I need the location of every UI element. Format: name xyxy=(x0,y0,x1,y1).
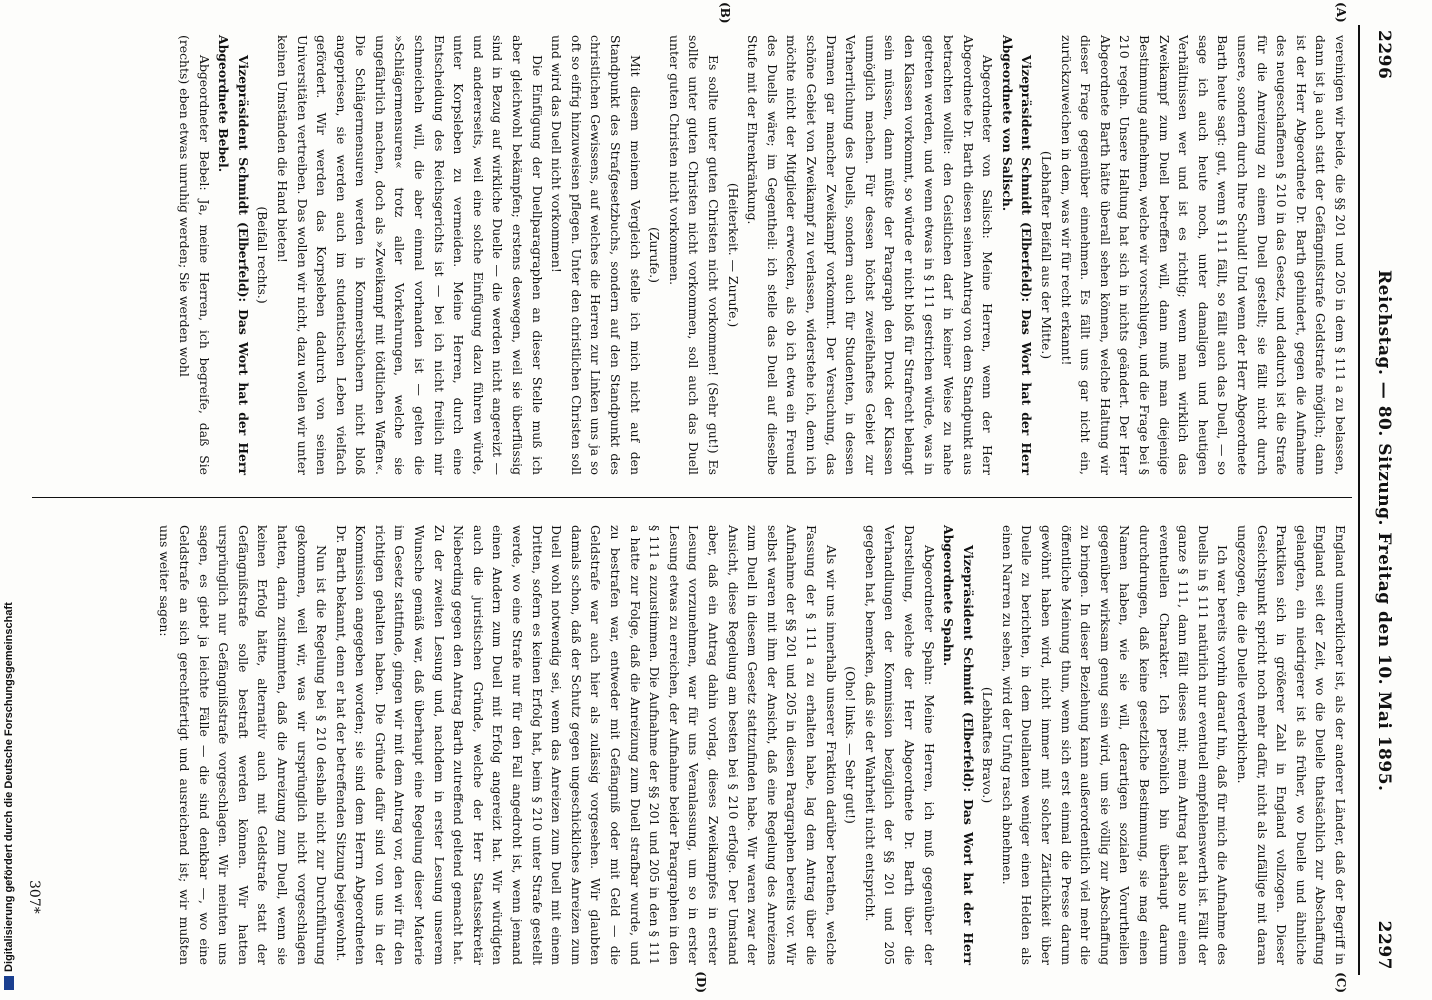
paragraph: Die Einfügung der Duellparagraphen an dieser Stelle muß ich aber gleichwohl bekämpfen; erstens deswegen, weil sie überflüssig sind in Bezug auf wirkliche Duelle — die werden nicht angereizt — und andererseits, weil eine solche Einfügung dazu führen würde, unter Korpsleben zu vermeiden. Meine Herren, durch eine Entscheidung des Reichsgerichts ist — bei ich nicht freilich mir schmeicheln will, die aber einmal vorhanden ist — gelten die »Schlägermensuren« trotz aller Vorkehrungen, welche sie ungefährlich machen, doch als »Zweikampf mit tödtlichen Waffen«. Die Schlägermensuren werden in Kommersbüchern nicht bloß angepriesen, sie werden auch im studentischen Leben vielfach gefördert. Wir werden das Korpsleben dadurch von seinen Universitäten vertreiben. Das wollen wir nicht, dazu wollen wir unter keinen Umständen die Hand bieten! xyxy=(274,35,545,475)
speaker-heading: Vizepräsident Schmidt (Elberfeld): Das Wort hat der Herr Abgeordnete Spahn. xyxy=(941,525,976,965)
paragraph: Abgeordneter Bebel: Ja, meine Herren, ich begreife, daß Sie (rechts) eben etwas unruhig werden; Sie werden wohl xyxy=(176,35,212,475)
column-divider xyxy=(32,497,1352,498)
paragraph: Als wir uns innerhalb unserer Fraktion darüber berathen, welche Fassung der § 111 a zu erhalten habe, lag dem Antrag über die Aufnahme der §§ 201 und 205 in diesen Paragraphen bereits vor. Wir selbst waren mit ihm der Ansicht, daß eine Regelung des Anreizens zum Duell in diesem Gesetz stattzufinden habe. Wir waren zwar der Ansicht, diese Regelung am besten bei § 210 erfolge. Der Umstand aber, daß ein Antrag dahin vorlag, dieses Zweikampfes in erster Lesung vorzunehmen, war für uns Veranlassung, um so in erster Lesung etwas zu erreichen, der Aufnahme beider Paragraphen in den § 111 a zuzustimmen. Die Aufnahme der §§ 201 und 205 in den § 111 a hatte zur Folge, daß die Anreizung zum Duell strafbar wurde, und zu bestrafen war, entweder mit Gefängniß oder mit Geld — die Geldstrafe war auch hier als zulässig vorgesehen. Wir glaubten damals schon, daß der Schutz gegen ungeschickliches Anreizen zum Duell wohl notwendig sei, wenn das Anreizen zum Duell mit einem Dritten, sofern es keinen Erfolg hat, beim § 210 unter Strafe gestellt werde, wo eine Strafe nur für den Fall angedroht ist, wenn jemand einen Andern zum Duell mit Erfolg angereizt hat. Wir würdigten auch die juristischen Gründe, welche der Herr Staatssekretär Nieberding gegen den Antrag Barth zutreffend geltend gemacht hat. Zu der zweiten Lesung und, nachdem in erster Lesung unserem Wunsche gemäß war, daß überhaupt eine Regelung dieser Materie im Gesetz stattfinde, gingen wir mit dem Antrag vor, den wir für den richtigen gehalten haben. Die Gründe dafür sind von uns in der Kommission angegeben worden; sie sind dem Herrn Abgeordneten Dr. Barth bekannt, denn er hat der betreffenden Sitzung beigewohnt. xyxy=(333,525,839,965)
margin-marker-a: (A) xyxy=(1334,2,1348,23)
margin-marker-c: (C) xyxy=(1334,972,1348,993)
interjection: (Zurufe.) xyxy=(647,226,663,284)
interjection: (Beifall rechts.) xyxy=(255,206,271,304)
paragraph: Abgeordneter Spahn: Meine Herren, ich muß gegenüber der Darstellung, welche der Herr Abgeordnete Dr. Barth über die Verhandlungen der Kommission bezüglich der §§ 201 und 205 gegeben hat, bemerken, daß sie der Wahrheit nicht entspricht. xyxy=(862,525,937,965)
header-rule xyxy=(1358,25,1360,975)
right-column xyxy=(50,525,1350,993)
left-column xyxy=(50,35,1350,475)
paragraph: vereinigen wir beide, die §§ 201 und 205 in dem § 111 a zu belassen, dann ist ja auch statt der Gefängnißstrafe Geldstrafe möglich; dann ist der Herr Abgeordnete Dr. Barth gehindert, gegen die Aufnahme des neugeschaffenen § 210 in das Gesetz, und dadurch ist die Strafe für die Anreizung zu einem Duell gestellt; sie fällt nicht durch unsere, sondern durch Ihre Schuld! Und wenn der Herr Abgeordnete Barth heute sagt: gut, wenn § 111 fällt, so fällt auch das Duell, — so sage ich auch heute noch, unter damaligen und heutigen Verhältnissen wer und ist es richtig; wenn man wirklich das Zweikampf zum Duell betreffen will, dann muß man diejenige Bestimmung aufnehmen, welche wir vorschlugen, und die Frage bei § 210 regeln. Unsere Haltung hat sich in nichts geändert. Der Herr Abgeordnete Barth hätte überall sehen können, welche Haltung wir dieser Frage gegenüber einnehmen. Es fällt uns gar nicht ein, zurückzuweichen in dem, was wir für recht erkannt! xyxy=(1058,35,1348,475)
paragraph: England unmerklicher ist, als der anderer Länder, daß der Begriff in England seit der Zeit, wo die Duelle thatsächlich zur Abschaffung gelangten, ein niedrigerer ist als früher, wo Duelle und ähnliche Praktiken sich in größerer Zahl in England vollzogen. Dieser Gesichtspunkt spricht noch mehr dafür, nicht als zufällige mit daran ungezogen, die die Duelle verderblichen. xyxy=(1235,525,1348,965)
page-number-right: 2297 xyxy=(1374,920,1394,970)
credit-text: Digitalisierung gefördert durch die Deutsche Forschungsgemeinschaft xyxy=(3,602,15,972)
page-number-left: 2296 xyxy=(1374,30,1394,80)
paragraph: Abgeordneter von Salisch: Meine Herren, wenn der Herr Abgeordnete Dr. Barth diesen seinen Antrag von dem Standpunkt aus betrachten wollte: den Geistlichen darf in keiner Weise zu nahe getreten werden, und wenn etwas in § 111 gestrichen würde, was in den Klassen vorkommt, so würde er nicht bloß für Strafrecht belangt sein müssen, dann müßte der Paragraph den Druck der Klassen unmöglich machen. Für dessen höchst zweifelhaftes Gebiet zur Verherrlichung des Duells, sondern auch für Studenten, in dessen Dramen gar mancher Zweikampf vorkommt. Der Versuchung, das schöne Gebiet von Zweikampf zu verlassen, widerstehe ich, denn ich möchte nicht der Mitglieder erwecken, als ob ich etwa ein Freund des Duells wäre; im Gegentheil: ich stelle das Duell auf dieselbe Stufe mit der Ehrenkränkung. xyxy=(745,35,996,475)
paragraph: Ich war bereits vorhin darauf hin, daß für mich die Aufnahme des Duells in § 111 natürlich nur eventuell empfehlenswerth ist. Fällt der ganze § 111, dann fällt dieses mit; mein Antrag hat also nur einen eventuellen Charakter. Ich persönlich bin überhaupt darum durchdrungen, daß keine gesetzliche Bestimmung, sie mag einen Namen haben, wie sie will, derartigen sozialen Vorurtheilen gegenüber wirksam genug sein wird, um sie völlig zur Abschaffung zu bringen. In dieser Beziehung kann außerordentlich viel mehr die öffentliche Meinung thun, wenn sich erst einmal die Presse darum gewöhnt haben wird, nicht immer mit solcher Zärtlichkeit über Duelle zu berichten, in dem Duellanten weniger einen Helden als einen Narren zu sehen, wird der Unfug rasch abnehmen. xyxy=(999,525,1231,965)
session-title: Reichstag. — 80. Sitzung. Freitag den 10. Mai 1895. xyxy=(1374,270,1394,792)
page-header xyxy=(1362,30,1402,970)
interjection: (Oho! links. — Sehr gut!) xyxy=(843,666,859,824)
margin-marker-b: (B) xyxy=(718,2,732,24)
speaker-heading: Vizepräsident Schmidt (Elberfeld): Das Wort hat der Herr Abgeordnete von Salisch. xyxy=(999,35,1035,475)
dfg-logo-icon xyxy=(4,976,14,990)
interjection: (Heiterkeit. — Zurufe.) xyxy=(725,182,741,328)
interjection: (Lebhaftes Bravo.) xyxy=(980,686,996,804)
interjection: (Lebhafter Beifall aus der Mitte.) xyxy=(1039,150,1055,360)
paragraph: Es sollte unter guten Christen nicht vorkommen! (Sehr gut!) Es sollte unter guten Christen nicht vorkommen, soll auch das Duell unter guten Christen nicht vorkommen. xyxy=(666,35,721,475)
margin-marker-d: (D) xyxy=(694,971,708,993)
speaker-heading: Vizepräsident Schmidt (Elberfeld): Das Wort hat der Herr Abgeordnete Bebel. xyxy=(216,35,251,475)
signature-mark: 307* xyxy=(26,880,42,914)
paragraph: Mit diesem meinem Vergleich stelle ich mich nicht auf den Standpunkt des Strafgesetzbuchs, sondern auf den Standpunkt des christlichen Gewissens, auf welches die Herren zur Linken uns ja so oft so eifrig hinzuweisen pflegen. Unter den christlichen Christen soll und wird das Duell nicht vorkommen! xyxy=(549,35,643,475)
paragraph: Nun ist die Regelung bei § 210 deshalb nicht zur Durchführung gekommen, weil wir, was wir ursprünglich nicht vorgeschlagen hatten, darin zustimmten, daß die Anreizung zum Duell, wenn sie keinen Erfolg hätte, alternativ auch mit Geldstrafe statt der Gefängnißstrafe solle bestraft werden können. Wir hatten ursprünglich nur Gefängnißstrafe vorgeschlagen. Wir meinten uns sagen, es giebt ja leichte Fälle — die sind denkbar —, wo eine Geldstrafe an sich gerechtfertigt und ausreichend ist; wir mußten uns weiter sagen: xyxy=(157,525,330,965)
